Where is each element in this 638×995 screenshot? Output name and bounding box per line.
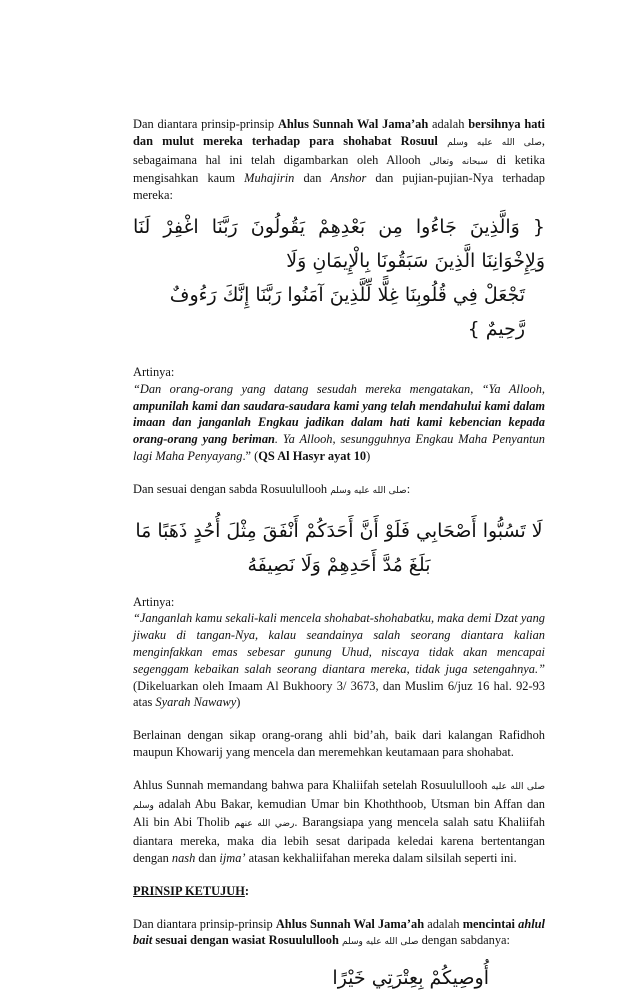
khalifah-term: ijma’ — [219, 850, 246, 865]
sabda-text: : — [406, 481, 411, 496]
khalifah-text: atasan kekhaliifahan mereka dalam silsilah seperti ini. — [245, 850, 517, 865]
ahlul-bait-term: Ahlus Sunnah Wal Jama’ah — [275, 916, 425, 931]
salawat-text: صلى الله عليه وسلم — [447, 137, 542, 148]
ayah-line-1: { وَالَّذِينَ جَاءُوا مِن بَعْدِهِمْ يَقُولُونَ رَبَّنَا اغْفِرْ لَنَا وَلِإِخْوَانِنَا الَّذِينَ سَبَقُونَا بِالْإِيمَانِ وَلَا — [133, 215, 545, 272]
artinya-label: Artinya: — [133, 594, 175, 609]
khalifah-text: dan — [195, 850, 220, 865]
ahlul-bait-text: Dan diantara prinsip-prinsip — [133, 916, 276, 931]
ahlul-bait-text: dengan sabdanya: — [418, 933, 511, 948]
section-heading — [133, 883, 545, 900]
translation-emphasis: ampunilah kami dan saudara-saudara kami yang telah mendahului kami dalam imaan dan janganlah Engkau jadikan dalam hati kami kebencian kepada orang-orang yang beriman — [133, 398, 545, 447]
ahlul-bait-paragraph — [133, 916, 545, 952]
intro-text: di ketika mengisahkan kaum — [133, 152, 546, 186]
sabda-text: Dan sesuai dengan sabda Rosuulullooh — [133, 481, 331, 496]
khalifah-term: nash — [171, 850, 196, 865]
intro-text: adalah — [428, 117, 469, 131]
radhiyallahu-text: رضي الله عنهم — [234, 819, 295, 830]
ahlul-bait-emphasis: mencintai — [462, 916, 519, 931]
khalifah-text: adalah Abu Bakar, kemudian Umar bin Khoththoob, Utsman bin Affan dan Ali bin Abi Tholib — [133, 796, 545, 830]
artinya-label: Artinya: — [133, 364, 175, 379]
section-heading-text: PRINSIP KETUJUH — [133, 883, 245, 898]
ayah-line-2: تَجْعَلْ فِي قُلُوبِنَا غِلًّا لِّلَّذِينَ آمَنُوا رَبَّنَا إِنَّكَ رَءُوفٌ رَّحِيمٌ } — [169, 283, 525, 340]
translation-text: ) — [366, 448, 371, 463]
translation-text: .” ( — [242, 448, 259, 463]
intro-emphasis: bersihnya hati dan mulut mereka terhadap para shohabat Rosuul — [133, 117, 545, 148]
khalifah-text: . Barangsiapa yang mencela salah satu Khaliifah diantara mereka, maka dia lebih sesat daripada keledai karena bertentangan dengan — [133, 815, 545, 865]
citation-term: Syarah Nawawy — [155, 695, 237, 710]
salawat-text: صلى الله عليه وسلم — [330, 485, 407, 496]
translation-paragraph — [133, 610, 545, 711]
citation: ) — [236, 695, 241, 710]
intro-text: dan — [294, 171, 331, 186]
khalifah-paragraph — [133, 777, 545, 867]
section-heading-colon: : — [244, 883, 250, 898]
intro-term: Muhajirin — [244, 171, 295, 186]
document-page — [133, 116, 545, 995]
subhanahu-text: سبحانه وتعالى — [429, 156, 488, 167]
salawat-text: صلى الله عليه وسلم — [133, 781, 545, 811]
citation: (Dikeluarkan oleh Imaam Al Bukhoory 3/ 3673, dan Muslim 6/juz 16 hal. 92-93 atas — [133, 678, 545, 710]
salawat-text: صلى الله عليه وسلم — [341, 937, 419, 948]
citation: QS Al Hasyr ayat 10 — [258, 448, 367, 463]
translation-text: . Ya Allooh, sesungguhnya Engkau Maha Penyantun lagi Maha Penyayang — [133, 432, 545, 463]
ahlul-bait-text: adalah — [424, 916, 463, 931]
ahlul-bait-emphasis: sesuai dengan wasiat Rosuulullooh — [152, 933, 342, 948]
intro-term: Anshor — [330, 171, 367, 186]
bidah-paragraph: Berlainan dengan sikap orang-orang ahli bid’ah, baik dari kalangan Rafidhoh maupun Khowarij yang mencela dan meremehkan keutamaan para shohabat. — [133, 728, 545, 759]
ahlul-bait-emphasis: ahlul bait — [133, 916, 545, 948]
khalifah-text: Ahlus Sunnah memandang bahwa para Khaliifah setelah Rosuulullooh — [133, 777, 492, 792]
intro-text: dan pujian-pujian-Nya terhadap mereka: — [133, 171, 545, 203]
translation-text: “Dan orang-orang yang datang sesudah mereka mengatakan, “Ya Allooh, — [133, 381, 545, 396]
intro-text: , sebagaimana hal ini telah digambarkan oleh Allooh — [133, 133, 545, 167]
sabda-paragraph — [133, 481, 545, 500]
translation-paragraph — [133, 381, 545, 465]
intro-text: Dan diantara prinsip-prinsip — [133, 117, 278, 131]
hadith-text: لَا تَسُبُّوا أَصْحَابِي فَلَوْ أَنَّ أَحَدَكُمْ أَنْفَقَ مِثْلَ أُحُدٍ ذَهَبًا مَا بَلَغَ مُدَّ أَحَدِهِمْ وَلَا نَصِيفَهُ — [135, 519, 543, 576]
translation-text: “Janganlah kamu sekali-kali mencela shohabat-shohabatku, maka demi Dzat yang jiwaku di tangan-Nya, kalau seandainya salah seorang diantara kalian menginfakkan emas sebesar gunung Uhud, niscaya tidak akan mencapai segenggam kebaikan salah seorang diantara mereka, tidak juga setengahnya.” — [133, 611, 545, 676]
hadith-text: أُوصِيكُمْ بِعِتْرَتِي خَيْرًا — [332, 967, 489, 990]
intro-paragraph — [133, 116, 545, 204]
intro-term: Ahlus Sunnah Wal Jama’ah — [277, 117, 429, 131]
